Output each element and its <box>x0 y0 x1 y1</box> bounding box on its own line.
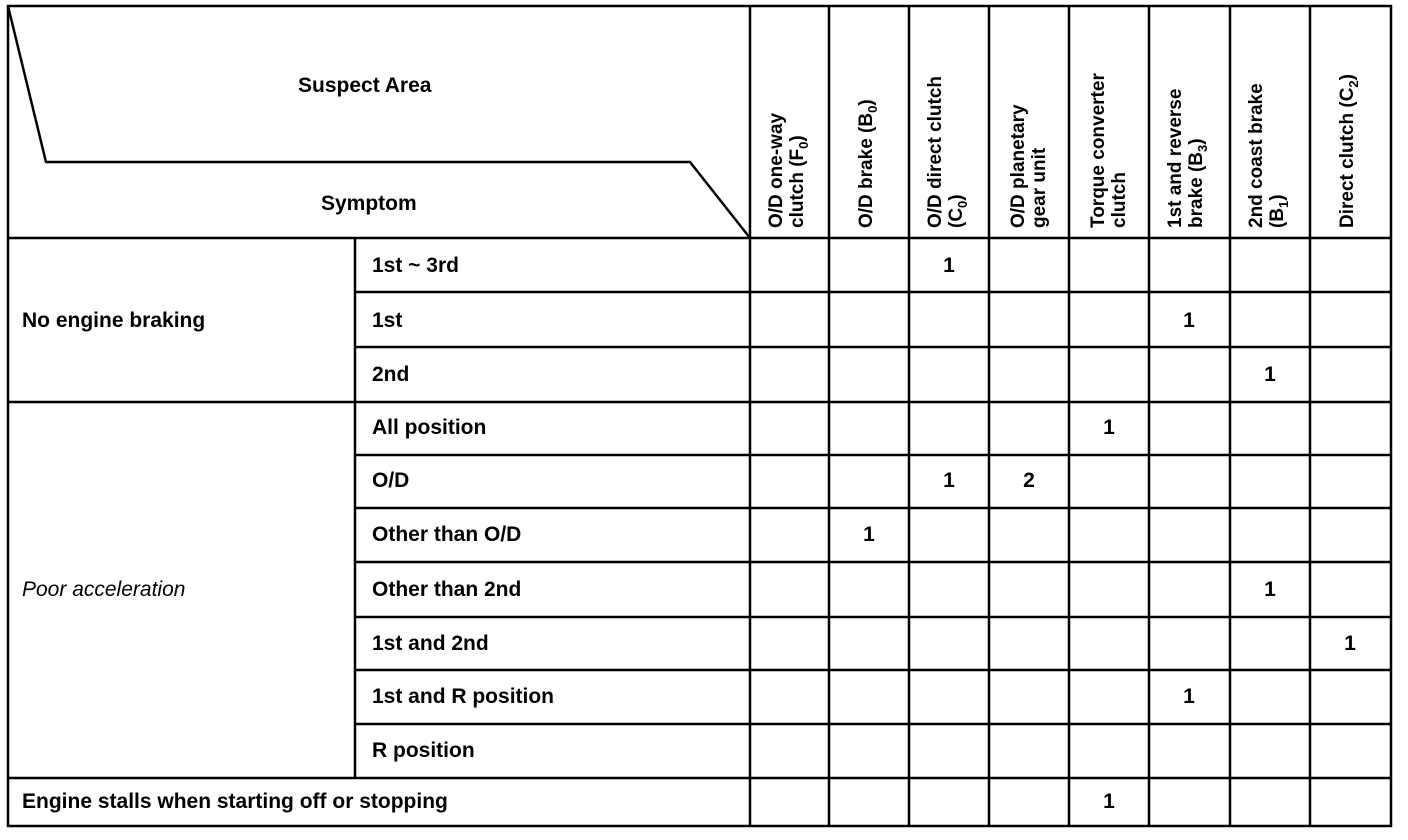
condition-label: 2nd <box>372 363 410 386</box>
symptom-label: Symptom <box>321 192 417 215</box>
table-cell-value: 1 <box>1103 790 1115 813</box>
col-header-2nd-coast-brake: 2nd coast brake $(B_1)$ <box>1246 83 1291 228</box>
table-cell-value: 2 <box>1023 469 1035 492</box>
condition-label: 1st ~ 3rd <box>372 254 459 277</box>
suspect-area-label: Suspect Area <box>298 74 432 97</box>
col-header-od-brake: O/D brake $(B_0)$ <box>855 99 880 228</box>
table-cell-value: 1 <box>1183 685 1195 708</box>
col-header-od-one-way-clutch: O/D one-way clutch $(F_0)$ <box>766 112 811 228</box>
table-cell-value: 1 <box>1183 309 1195 332</box>
symptom-poor-acceleration: Poor acceleration <box>22 578 186 601</box>
condition-label: 1st and R position <box>372 685 555 708</box>
table-cell-value: 1 <box>1344 632 1356 655</box>
condition-label: R position <box>372 739 475 762</box>
table-cell-value: 1 <box>1264 363 1276 386</box>
condition-label: 1st <box>372 309 403 332</box>
condition-label: Other than O/D <box>372 523 522 546</box>
symptom-engine-stalls: Engine stalls when starting off or stopping <box>22 790 448 813</box>
table-cell-value: 1 <box>943 254 955 277</box>
condition-label: All position <box>372 416 487 439</box>
col-header-od-planetary-gear-unit: O/D planetary gear unit <box>1008 104 1050 228</box>
col-header-direct-clutch: Direct clutch $(C_2)$ <box>1336 74 1361 228</box>
col-header-torque-converter-clutch: Torque converter clutch <box>1088 73 1130 228</box>
table-cell-value: 1 <box>863 523 875 546</box>
table-cell-value: 1 <box>943 469 955 492</box>
table-cell-value: 1 <box>1264 578 1276 601</box>
condition-label: 1st and 2nd <box>372 632 489 655</box>
col-header-1st-reverse-brake: 1st and reverse brake $(B_3)$ <box>1165 88 1210 228</box>
symptom-no-engine-braking: No engine braking <box>22 309 206 332</box>
condition-label: O/D <box>372 469 410 492</box>
col-header-od-direct-clutch: O/D direct clutch $(C_0)$ <box>925 75 970 228</box>
condition-label: Other than 2nd <box>372 578 522 601</box>
table-cell-value: 1 <box>1103 416 1115 439</box>
